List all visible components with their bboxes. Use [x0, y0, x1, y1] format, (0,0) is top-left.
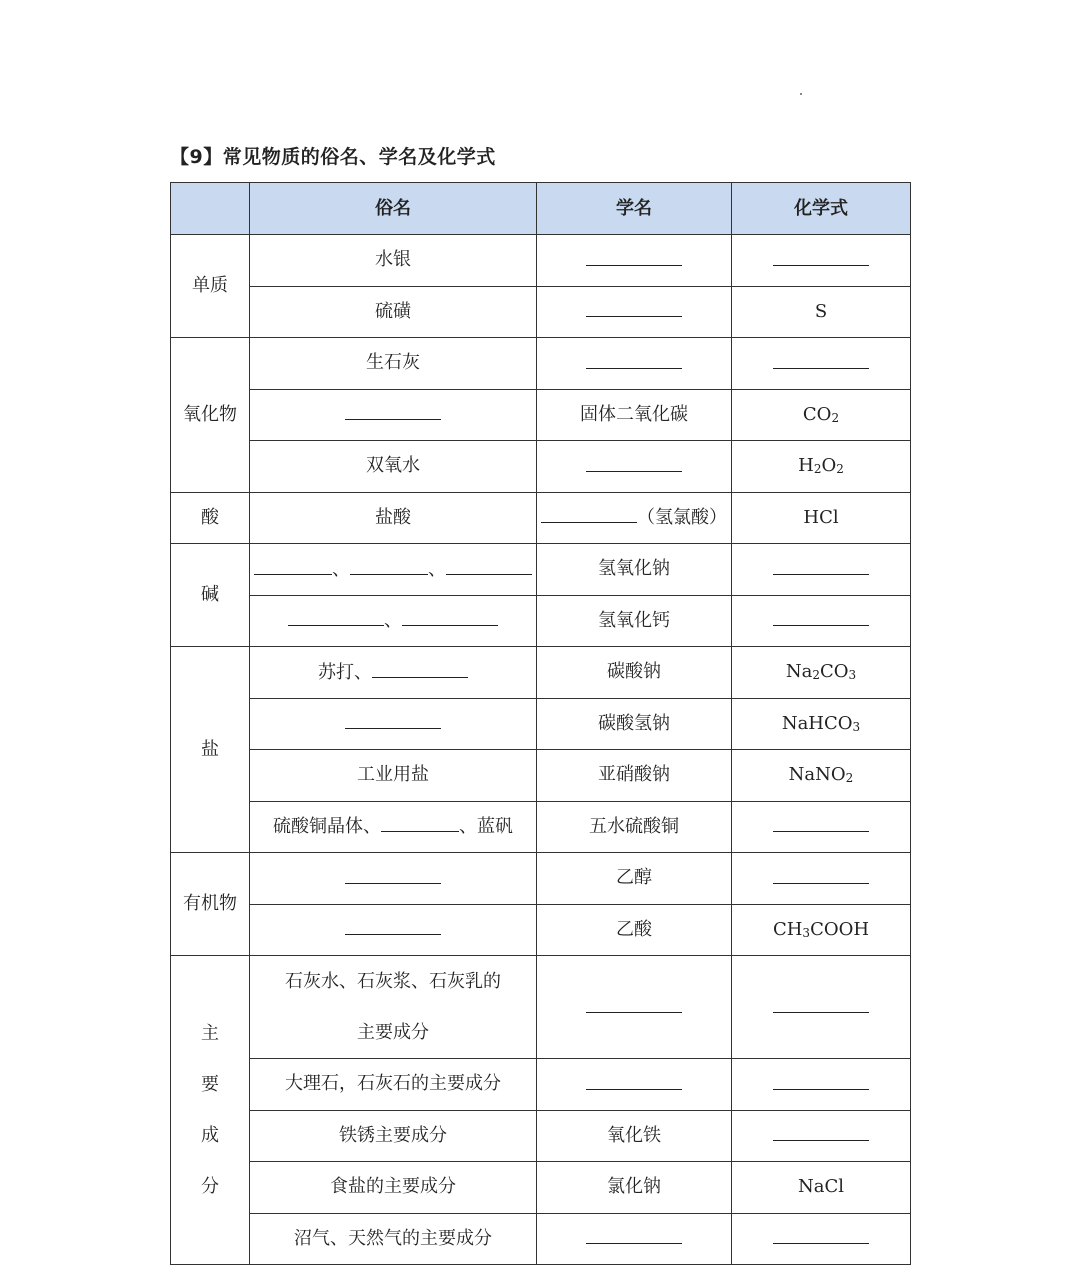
table-row	[171, 647, 911, 699]
common-name: 双氧水	[250, 441, 537, 493]
fill-blank[interactable]	[586, 1073, 682, 1090]
common-name	[250, 647, 537, 699]
formula: $H_2O_2$	[732, 441, 911, 493]
common-name-prefix: 硫酸铜晶体、	[273, 816, 381, 838]
header-scientific-name: 学名	[537, 183, 732, 235]
fill-blank[interactable]	[773, 867, 869, 884]
common-name: 水银	[250, 235, 537, 287]
table-row	[171, 956, 911, 1059]
scientific-name	[537, 492, 732, 544]
scientific-name: 乙醇	[537, 853, 732, 905]
common-name: 大理石，石灰石的主要成分	[250, 1059, 537, 1111]
category-char: 主	[201, 1023, 219, 1044]
formula	[732, 544, 911, 596]
scientific-name: 氧化铁	[537, 1110, 732, 1162]
fill-blank[interactable]	[345, 403, 441, 420]
scientific-name	[537, 956, 732, 1059]
scientific-name	[537, 1059, 732, 1111]
scientific-name-suffix: （氢氯酸）	[637, 507, 727, 529]
common-name	[250, 698, 537, 750]
fill-blank[interactable]	[586, 352, 682, 369]
scientific-name: 五水硫酸铜	[537, 801, 732, 853]
scientific-name	[537, 441, 732, 493]
common-name	[250, 595, 537, 647]
header-row	[171, 183, 911, 235]
scientific-name: 碳酸氢钠	[537, 698, 732, 750]
scientific-name: 氯化钠	[537, 1162, 732, 1214]
fill-blank[interactable]	[586, 300, 682, 317]
table-row	[171, 1110, 911, 1162]
category-char: 要	[201, 1074, 219, 1095]
scientific-name: 乙酸	[537, 904, 732, 956]
table-row	[171, 286, 911, 338]
category-char: 分	[201, 1176, 219, 1197]
category-organic: 有机物	[171, 853, 250, 956]
common-name	[250, 956, 537, 1059]
fill-blank[interactable]	[586, 1227, 682, 1244]
table-row	[171, 544, 911, 596]
common-name-line: 石灰水、石灰浆、石灰乳的	[285, 971, 501, 992]
common-name-line: 主要成分	[357, 1022, 429, 1043]
common-name: 铁锈主要成分	[250, 1110, 537, 1162]
fill-blank[interactable]	[402, 609, 498, 626]
formula: $CO_2$	[732, 389, 911, 441]
table-row	[171, 595, 911, 647]
header-formula: 化学式	[732, 183, 911, 235]
common-name: 沼气、天然气的主要成分	[250, 1213, 537, 1265]
common-name	[250, 544, 537, 596]
fill-blank[interactable]	[773, 1227, 869, 1244]
formula: S	[732, 286, 911, 338]
fill-blank[interactable]	[541, 506, 637, 523]
formula	[732, 1059, 911, 1111]
separator: 、	[384, 610, 402, 632]
table-row	[171, 441, 911, 493]
separator: 、	[332, 558, 350, 580]
fill-blank[interactable]	[773, 815, 869, 832]
category-element: 单质	[171, 235, 250, 338]
fill-blank[interactable]	[773, 1073, 869, 1090]
formula	[732, 1213, 911, 1265]
formula	[732, 801, 911, 853]
scientific-name	[537, 338, 732, 390]
scientific-name: 亚硝酸钠	[537, 750, 732, 802]
substances-table	[170, 182, 911, 1265]
scientific-name: 氢氧化钙	[537, 595, 732, 647]
scientific-name	[537, 235, 732, 287]
fill-blank[interactable]	[586, 249, 682, 266]
common-name: 生石灰	[250, 338, 537, 390]
fill-blank[interactable]	[254, 558, 332, 575]
formula: NaNO$_2$	[732, 750, 911, 802]
fill-blank[interactable]	[381, 815, 459, 832]
common-name: 食盐的主要成分	[250, 1162, 537, 1214]
category-salt: 盐	[171, 647, 250, 853]
fill-blank[interactable]	[773, 996, 869, 1013]
table-row	[171, 338, 911, 390]
category-char: 成	[201, 1125, 219, 1146]
common-name	[250, 853, 537, 905]
fill-blank[interactable]	[345, 712, 441, 729]
scientific-name	[537, 286, 732, 338]
fill-blank[interactable]	[773, 352, 869, 369]
fill-blank[interactable]	[350, 558, 428, 575]
common-name	[250, 801, 537, 853]
category-base: 碱	[171, 544, 250, 647]
formula	[732, 235, 911, 287]
category-acid: 酸	[171, 492, 250, 544]
fill-blank[interactable]	[446, 558, 532, 575]
scientific-name: 固体二氧化碳	[537, 389, 732, 441]
common-name	[250, 389, 537, 441]
category-oxide: 氧化物	[171, 338, 250, 493]
fill-blank[interactable]	[345, 867, 441, 884]
fill-blank[interactable]	[773, 1124, 869, 1141]
formula	[732, 595, 911, 647]
header-category	[171, 183, 250, 235]
formula	[732, 338, 911, 390]
common-name	[250, 904, 537, 956]
table-row	[171, 698, 911, 750]
table-row	[171, 235, 911, 287]
table-row	[171, 1213, 911, 1265]
table-row	[171, 750, 911, 802]
table-row	[171, 492, 911, 544]
formula	[732, 1110, 911, 1162]
separator: 、	[428, 558, 446, 580]
common-name: 硫磺	[250, 286, 537, 338]
fill-blank[interactable]	[773, 249, 869, 266]
common-name: 盐酸	[250, 492, 537, 544]
common-name: 工业用盐	[250, 750, 537, 802]
formula: NaCl	[732, 1162, 911, 1214]
fill-blank[interactable]	[586, 996, 682, 1013]
formula: $CH_3COOH$	[732, 904, 911, 956]
header-common-name: 俗名	[250, 183, 537, 235]
fill-blank[interactable]	[586, 455, 682, 472]
fill-blank[interactable]	[372, 661, 468, 678]
fill-blank[interactable]	[773, 558, 869, 575]
table-row	[171, 904, 911, 956]
formula: NaHCO$_3$	[732, 698, 911, 750]
formula: $Na_2CO_3$	[732, 647, 911, 699]
table-row	[171, 801, 911, 853]
scientific-name: 氢氧化钠	[537, 544, 732, 596]
table-row	[171, 1059, 911, 1111]
common-name-prefix: 苏打、	[318, 661, 372, 683]
fill-blank[interactable]	[288, 609, 384, 626]
page-title: 【9】常见物质的俗名、学名及化学式	[170, 146, 496, 168]
formula	[732, 853, 911, 905]
scientific-name	[537, 1213, 732, 1265]
formula	[732, 956, 911, 1059]
stray-dot	[800, 93, 802, 95]
table-row	[171, 1162, 911, 1214]
fill-blank[interactable]	[345, 918, 441, 935]
formula: HCl	[732, 492, 911, 544]
category-main-component	[171, 956, 250, 1265]
table-row	[171, 853, 911, 905]
scientific-name: 碳酸钠	[537, 647, 732, 699]
table-row	[171, 389, 911, 441]
common-name-suffix: 、蓝矾	[459, 816, 513, 838]
fill-blank[interactable]	[773, 609, 869, 626]
